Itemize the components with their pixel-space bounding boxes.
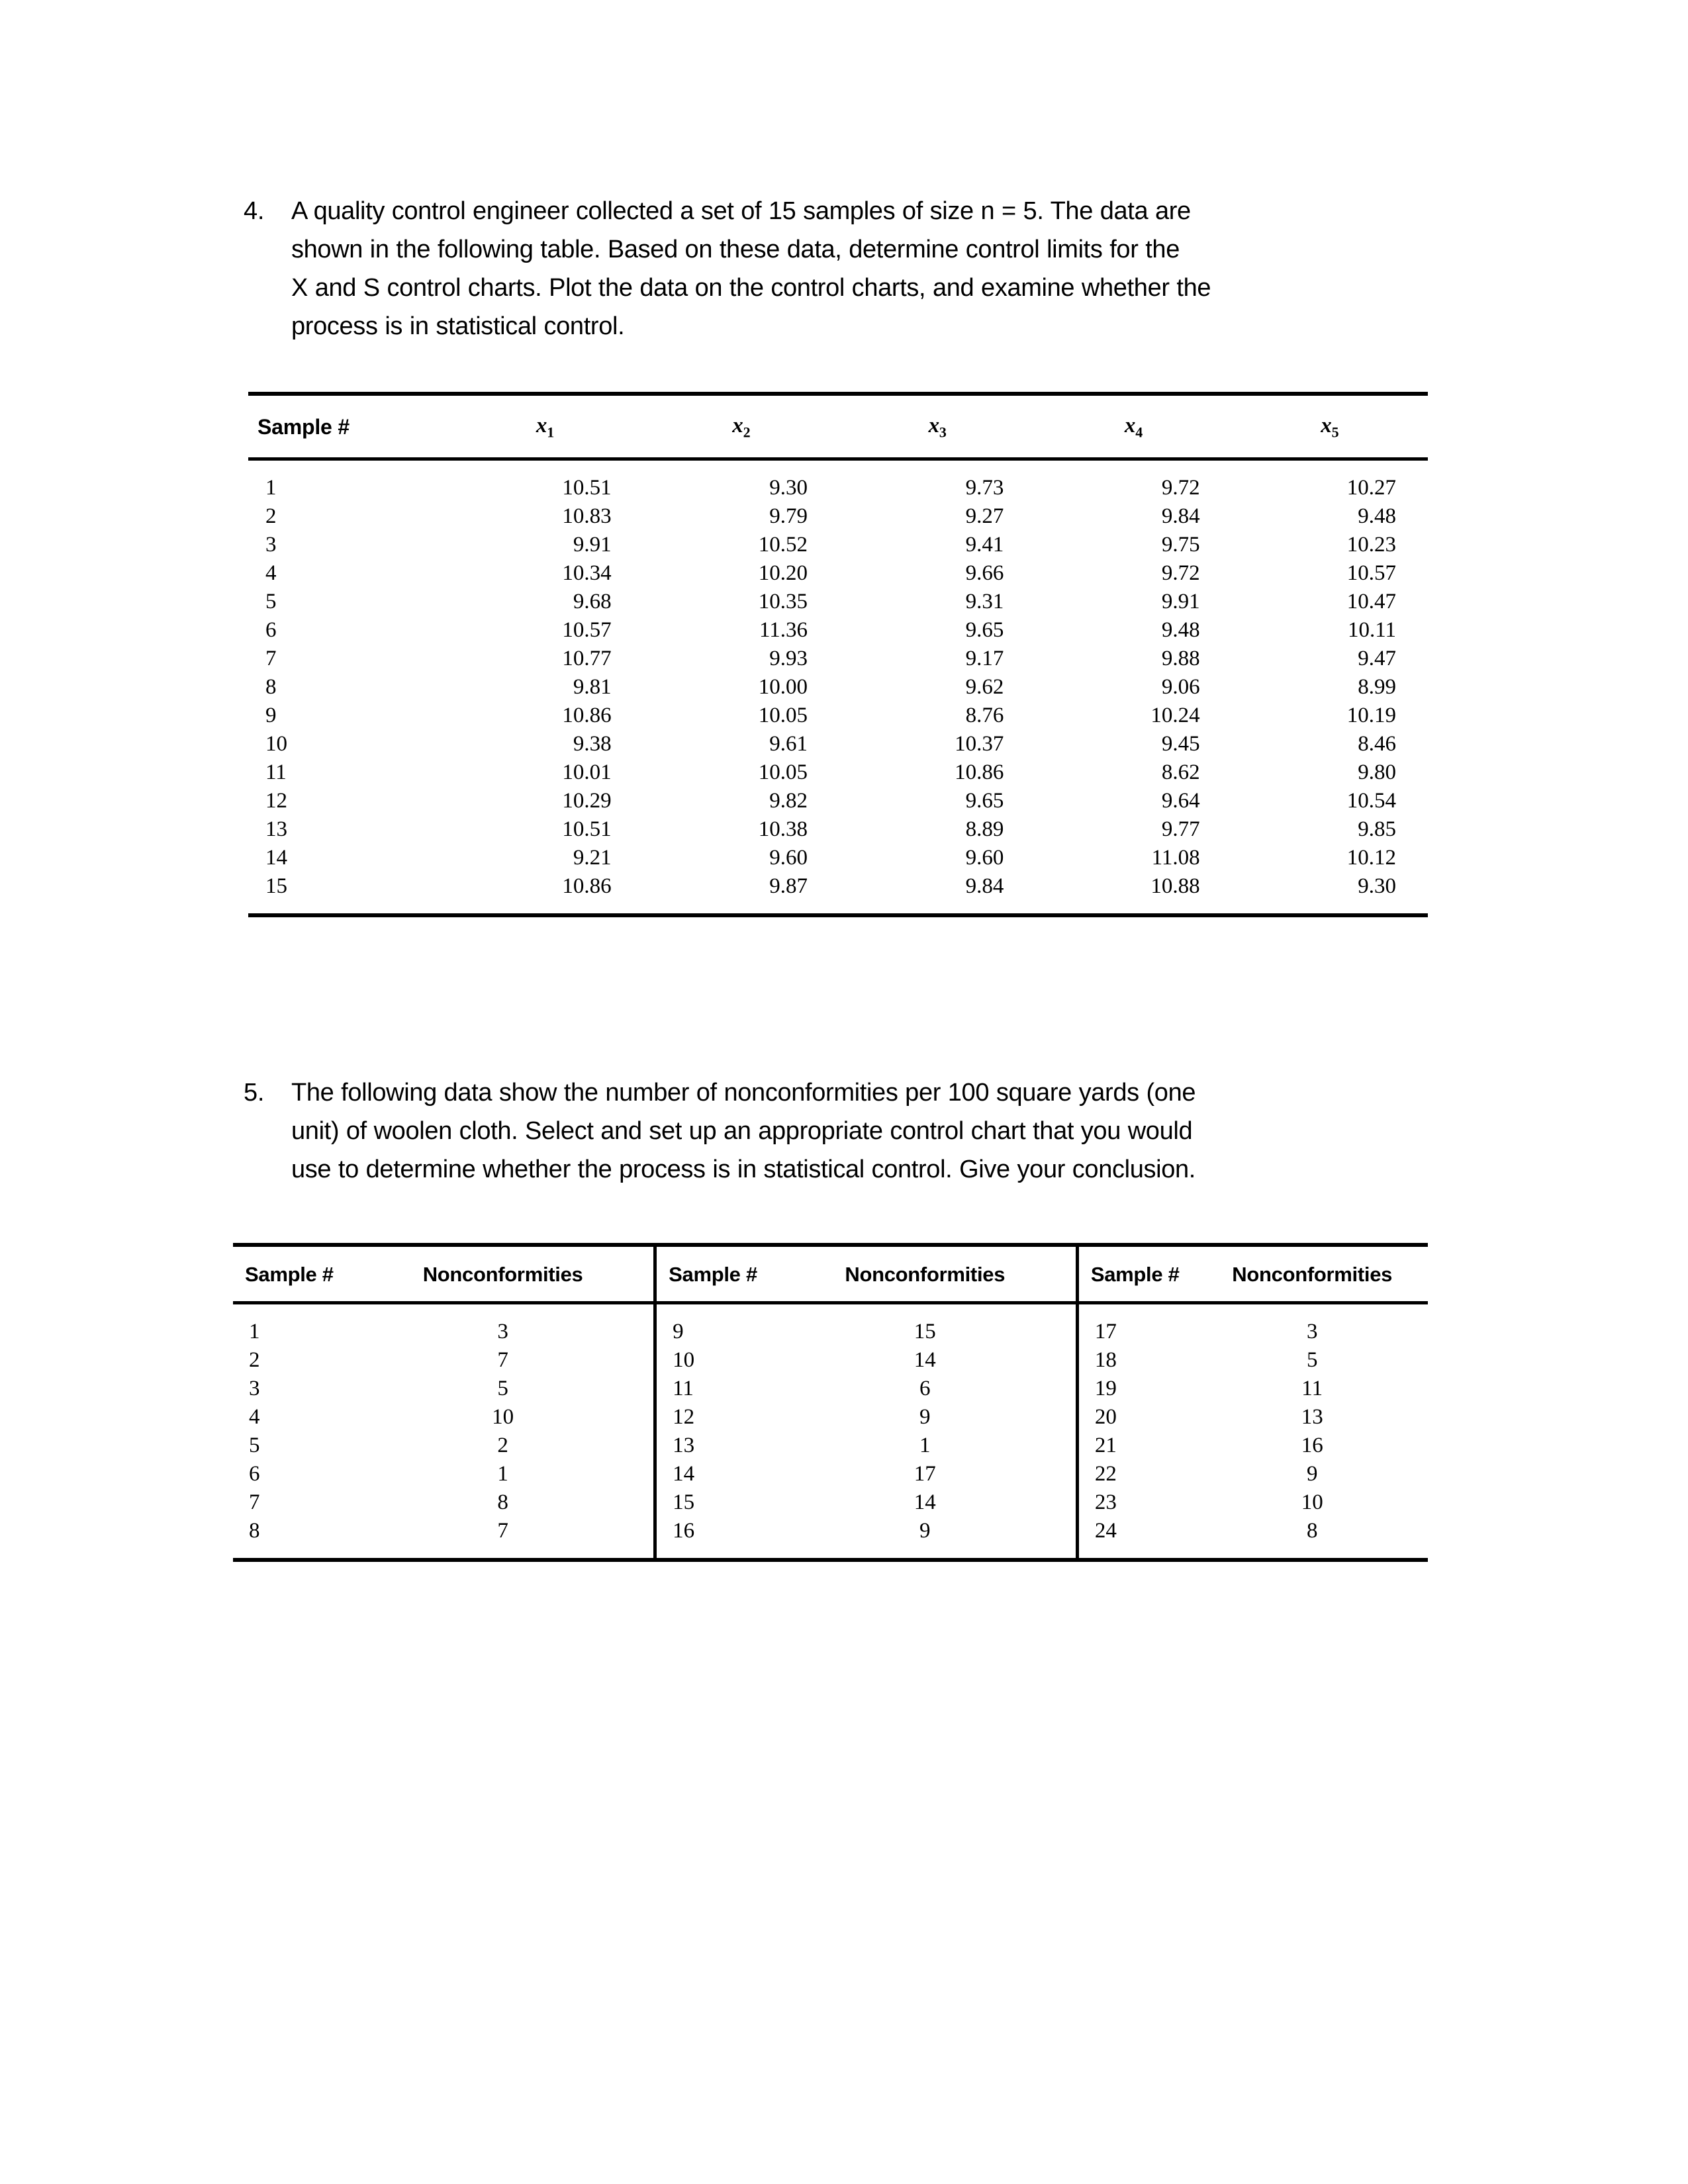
cell-sample: 10 bbox=[265, 731, 287, 756]
cell-sample-1: 5 bbox=[249, 1433, 260, 1457]
cell-x2: 11.36 bbox=[759, 617, 808, 642]
cell-x5: 10.57 bbox=[1346, 561, 1396, 585]
cell-nonconformities-2: 1 bbox=[919, 1433, 931, 1457]
table-row bbox=[248, 672, 1428, 701]
header-nonconformities-group-3: Nonconformities bbox=[1232, 1263, 1393, 1286]
question-4-line-1: A quality control engineer collected a set of 15 samples of size n = 5. The data are bbox=[291, 197, 1191, 225]
header-x3-sub: 3 bbox=[939, 424, 947, 441]
header-sample-group-3: Sample # bbox=[1077, 1245, 1196, 1303]
cell-x4: 9.72 bbox=[1161, 561, 1200, 585]
table-row bbox=[233, 1517, 1428, 1561]
cell-nonconformities-1: 7 bbox=[497, 1348, 508, 1372]
cell-nonconformities-2: 9 bbox=[919, 1519, 931, 1543]
cell-x2: 10.05 bbox=[758, 703, 808, 727]
cell-x1: 10.01 bbox=[562, 760, 612, 784]
cell-nonconformities-2: 14 bbox=[914, 1490, 936, 1514]
cell-x4: 9.72 bbox=[1161, 475, 1200, 500]
table-row bbox=[248, 786, 1428, 815]
cell-nonconformities-1: 7 bbox=[497, 1519, 508, 1543]
cell-x2: 9.61 bbox=[769, 731, 808, 756]
cell-x3: 9.65 bbox=[965, 617, 1004, 642]
cell-sample: 8 bbox=[265, 674, 277, 699]
table-row bbox=[248, 644, 1428, 672]
cell-x2: 9.30 bbox=[769, 475, 808, 500]
question-4-line-2: shown in the following table. Based on these data, determine control limits for the bbox=[291, 236, 1180, 263]
cell-x1: 10.29 bbox=[562, 788, 612, 813]
table-row bbox=[233, 1346, 1428, 1375]
table-row bbox=[248, 872, 1428, 915]
cell-x3: 9.73 bbox=[965, 475, 1004, 500]
cell-x4: 9.88 bbox=[1161, 646, 1200, 670]
header-nonconformities-group-1: Nonconformities bbox=[422, 1263, 583, 1286]
nonconformities-table-body bbox=[233, 1303, 1428, 1561]
cell-sample-3: 21 bbox=[1077, 1432, 1196, 1460]
table-row bbox=[248, 459, 1428, 502]
cell-sample: 3 bbox=[265, 532, 277, 557]
header-x2-sub: 2 bbox=[743, 424, 751, 441]
header-x5 bbox=[1232, 394, 1428, 459]
cell-x5: 8.46 bbox=[1358, 731, 1396, 756]
header-x5-var: x bbox=[1321, 414, 1332, 437]
cell-x2: 9.79 bbox=[769, 504, 808, 528]
cell-x4: 9.75 bbox=[1161, 532, 1200, 557]
cell-nonconformities-1: 2 bbox=[497, 1433, 508, 1457]
cell-x5: 10.54 bbox=[1346, 788, 1396, 813]
header-x1-var: x bbox=[536, 414, 547, 437]
cell-x4: 11.08 bbox=[1151, 845, 1200, 870]
table-row bbox=[248, 615, 1428, 644]
cell-x5: 9.85 bbox=[1358, 817, 1396, 841]
cell-x5: 10.23 bbox=[1346, 532, 1396, 557]
header-x4 bbox=[1035, 394, 1231, 459]
cell-sample-3: 18 bbox=[1077, 1346, 1196, 1375]
cell-x1: 10.34 bbox=[562, 561, 612, 585]
cell-x4: 8.62 bbox=[1161, 760, 1200, 784]
cell-sample-1: 6 bbox=[249, 1462, 260, 1486]
cell-x2: 9.93 bbox=[769, 646, 808, 670]
cell-x2: 10.52 bbox=[758, 532, 808, 557]
cell-nonconformities-3: 16 bbox=[1301, 1433, 1323, 1457]
cell-x2: 9.60 bbox=[769, 845, 808, 870]
cell-x1: 10.57 bbox=[562, 617, 612, 642]
header-x4-var: x bbox=[1124, 414, 1136, 437]
header-x2-var: x bbox=[732, 414, 743, 437]
cell-x4: 9.84 bbox=[1161, 504, 1200, 528]
cell-x3: 8.89 bbox=[965, 817, 1004, 841]
cell-x5: 9.48 bbox=[1358, 504, 1396, 528]
table-row bbox=[233, 1460, 1428, 1488]
question-5-text bbox=[291, 1073, 1196, 1189]
cell-sample-1: 4 bbox=[249, 1405, 260, 1429]
cell-x3: 9.41 bbox=[965, 532, 1004, 557]
question-5 bbox=[244, 1073, 1435, 1189]
cell-sample: 5 bbox=[265, 589, 277, 614]
cell-x5: 9.30 bbox=[1358, 874, 1396, 898]
cell-sample-3: 23 bbox=[1077, 1488, 1196, 1517]
cell-sample-1: 8 bbox=[249, 1519, 260, 1543]
cell-nonconformities-2: 6 bbox=[919, 1377, 931, 1400]
cell-x3: 8.76 bbox=[965, 703, 1004, 727]
cell-sample: 7 bbox=[265, 646, 277, 670]
question-4 bbox=[244, 192, 1435, 345]
header-x1 bbox=[447, 394, 643, 459]
cell-x5: 9.47 bbox=[1358, 646, 1396, 670]
cell-x4: 9.77 bbox=[1161, 817, 1200, 841]
question-5-line-2: unit) of woolen cloth. Select and set up an appropriate control chart that you would bbox=[291, 1117, 1193, 1145]
question-5-number: 5. bbox=[244, 1079, 265, 1107]
cell-x3: 9.84 bbox=[965, 874, 1004, 898]
cell-x3: 9.66 bbox=[965, 561, 1004, 585]
cell-x2: 10.35 bbox=[758, 589, 808, 614]
nonconformities-header-row bbox=[233, 1245, 1428, 1303]
cell-sample-3: 24 bbox=[1077, 1517, 1196, 1561]
cell-sample: 4 bbox=[265, 561, 277, 585]
table-row bbox=[233, 1432, 1428, 1460]
cell-sample-3: 17 bbox=[1077, 1303, 1196, 1346]
cell-sample-1: 2 bbox=[249, 1348, 260, 1372]
cell-sample: 6 bbox=[265, 617, 277, 642]
header-sample-group-2: Sample # bbox=[655, 1245, 774, 1303]
header-x5-sub: 5 bbox=[1331, 424, 1339, 441]
cell-sample-2: 16 bbox=[655, 1517, 774, 1561]
table-row bbox=[248, 559, 1428, 587]
cell-x4: 9.06 bbox=[1161, 674, 1200, 699]
question-5-line-3: use to determine whether the process is in statistical control. Give your conclusion. bbox=[291, 1156, 1196, 1183]
cell-x3: 9.27 bbox=[965, 504, 1004, 528]
cell-sample-1: 1 bbox=[249, 1320, 260, 1343]
question-4-number: 4. bbox=[244, 197, 265, 225]
cell-x1: 10.86 bbox=[562, 874, 612, 898]
table-row bbox=[233, 1403, 1428, 1432]
cell-sample-3: 22 bbox=[1077, 1460, 1196, 1488]
header-nonconformities-group-2: Nonconformities bbox=[845, 1263, 1006, 1286]
cell-sample-1: 3 bbox=[249, 1377, 260, 1400]
header-x4-sub: 4 bbox=[1135, 424, 1143, 441]
cell-x1: 9.68 bbox=[573, 589, 612, 614]
cell-nonconformities-1: 8 bbox=[497, 1490, 508, 1514]
cell-x2: 9.82 bbox=[769, 788, 808, 813]
cell-nonconformities-2: 15 bbox=[914, 1320, 936, 1343]
cell-nonconformities-1: 1 bbox=[497, 1462, 508, 1486]
cell-nonconformities-2: 9 bbox=[919, 1405, 931, 1429]
cell-x1: 9.81 bbox=[573, 674, 612, 699]
cell-sample: 14 bbox=[265, 845, 287, 870]
cell-x1: 10.77 bbox=[562, 646, 612, 670]
table-row bbox=[233, 1375, 1428, 1403]
table-row bbox=[248, 502, 1428, 530]
cell-x5: 10.27 bbox=[1346, 475, 1396, 500]
samples-table-container bbox=[248, 392, 1428, 917]
cell-x5: 8.99 bbox=[1358, 674, 1396, 699]
header-x1-sub: 1 bbox=[547, 424, 555, 441]
header-x3 bbox=[839, 394, 1035, 459]
cell-sample-2: 10 bbox=[655, 1346, 774, 1375]
cell-sample: 9 bbox=[265, 703, 277, 727]
cell-sample: 2 bbox=[265, 504, 277, 528]
cell-x4: 9.48 bbox=[1161, 617, 1200, 642]
cell-nonconformities-2: 17 bbox=[914, 1462, 936, 1486]
table-row bbox=[248, 843, 1428, 872]
cell-nonconformities-2: 14 bbox=[914, 1348, 936, 1372]
header-x2 bbox=[643, 394, 839, 459]
cell-x3: 9.65 bbox=[965, 788, 1004, 813]
cell-sample-3: 20 bbox=[1077, 1403, 1196, 1432]
cell-sample: 11 bbox=[265, 760, 287, 784]
nonconformities-table bbox=[233, 1243, 1428, 1562]
cell-sample: 13 bbox=[265, 817, 287, 841]
cell-x1: 9.38 bbox=[573, 731, 612, 756]
cell-x5: 10.19 bbox=[1346, 703, 1396, 727]
cell-x2: 10.38 bbox=[758, 817, 808, 841]
cell-nonconformities-3: 3 bbox=[1306, 1320, 1318, 1343]
cell-x5: 9.80 bbox=[1358, 760, 1396, 784]
cell-x4: 9.45 bbox=[1161, 731, 1200, 756]
cell-x5: 10.47 bbox=[1346, 589, 1396, 614]
cell-x3: 10.86 bbox=[955, 760, 1004, 784]
cell-x1: 10.86 bbox=[562, 703, 612, 727]
header-x3-var: x bbox=[928, 414, 939, 437]
table-row bbox=[248, 815, 1428, 843]
cell-sample: 15 bbox=[265, 874, 287, 898]
table-row bbox=[248, 758, 1428, 786]
cell-sample: 12 bbox=[265, 788, 287, 813]
cell-x5: 10.11 bbox=[1347, 617, 1396, 642]
table-row bbox=[248, 729, 1428, 758]
cell-sample-2: 11 bbox=[655, 1375, 774, 1403]
cell-x1: 10.83 bbox=[562, 504, 612, 528]
question-4-text bbox=[291, 192, 1211, 345]
cell-nonconformities-1: 3 bbox=[497, 1320, 508, 1343]
table-row bbox=[248, 587, 1428, 615]
table-row bbox=[248, 701, 1428, 729]
cell-x1: 9.21 bbox=[573, 845, 612, 870]
cell-sample-3: 19 bbox=[1077, 1375, 1196, 1403]
cell-nonconformities-3: 13 bbox=[1301, 1405, 1323, 1429]
cell-sample-2: 13 bbox=[655, 1432, 774, 1460]
table-row bbox=[248, 530, 1428, 559]
cell-x1: 10.51 bbox=[562, 475, 612, 500]
nonconformities-table-container bbox=[233, 1243, 1428, 1562]
cell-sample: 1 bbox=[265, 475, 277, 500]
cell-nonconformities-3: 9 bbox=[1306, 1462, 1318, 1486]
cell-x2: 10.05 bbox=[758, 760, 808, 784]
question-4-line-3: X and S control charts. Plot the data on the control charts, and examine whether the bbox=[291, 274, 1211, 302]
cell-sample-2: 14 bbox=[655, 1460, 774, 1488]
question-4-line-4: process is in statistical control. bbox=[291, 312, 625, 340]
cell-sample-1: 7 bbox=[249, 1490, 260, 1514]
cell-sample-2: 12 bbox=[655, 1403, 774, 1432]
cell-nonconformities-3: 10 bbox=[1301, 1490, 1323, 1514]
cell-x3: 10.37 bbox=[955, 731, 1004, 756]
cell-x2: 10.00 bbox=[758, 674, 808, 699]
cell-x4: 9.91 bbox=[1161, 589, 1200, 614]
cell-nonconformities-3: 8 bbox=[1306, 1519, 1318, 1543]
cell-x1: 10.51 bbox=[562, 817, 612, 841]
cell-nonconformities-1: 10 bbox=[492, 1405, 514, 1429]
cell-x2: 10.20 bbox=[758, 561, 808, 585]
cell-x3: 9.17 bbox=[965, 646, 1004, 670]
header-sample: Sample # bbox=[258, 414, 350, 439]
question-5-line-1: The following data show the number of nonconformities per 100 square yards (one bbox=[291, 1079, 1196, 1107]
cell-x4: 10.88 bbox=[1150, 874, 1200, 898]
cell-sample-2: 15 bbox=[655, 1488, 774, 1517]
cell-nonconformities-3: 11 bbox=[1301, 1377, 1323, 1400]
cell-x4: 9.64 bbox=[1161, 788, 1200, 813]
cell-x5: 10.12 bbox=[1346, 845, 1396, 870]
cell-x3: 9.31 bbox=[965, 589, 1004, 614]
samples-table-body bbox=[248, 459, 1428, 915]
cell-x4: 10.24 bbox=[1150, 703, 1200, 727]
header-sample-group-1: Sample # bbox=[245, 1263, 334, 1286]
samples-table-header-row bbox=[248, 394, 1428, 459]
cell-nonconformities-3: 5 bbox=[1306, 1348, 1318, 1372]
table-row bbox=[233, 1303, 1428, 1346]
cell-x3: 9.62 bbox=[965, 674, 1004, 699]
cell-x1: 9.91 bbox=[573, 532, 612, 557]
cell-x3: 9.60 bbox=[965, 845, 1004, 870]
cell-x2: 9.87 bbox=[769, 874, 808, 898]
cell-nonconformities-1: 5 bbox=[497, 1377, 508, 1400]
table-row bbox=[233, 1488, 1428, 1517]
samples-table bbox=[248, 392, 1428, 917]
cell-sample-2: 9 bbox=[655, 1303, 774, 1346]
